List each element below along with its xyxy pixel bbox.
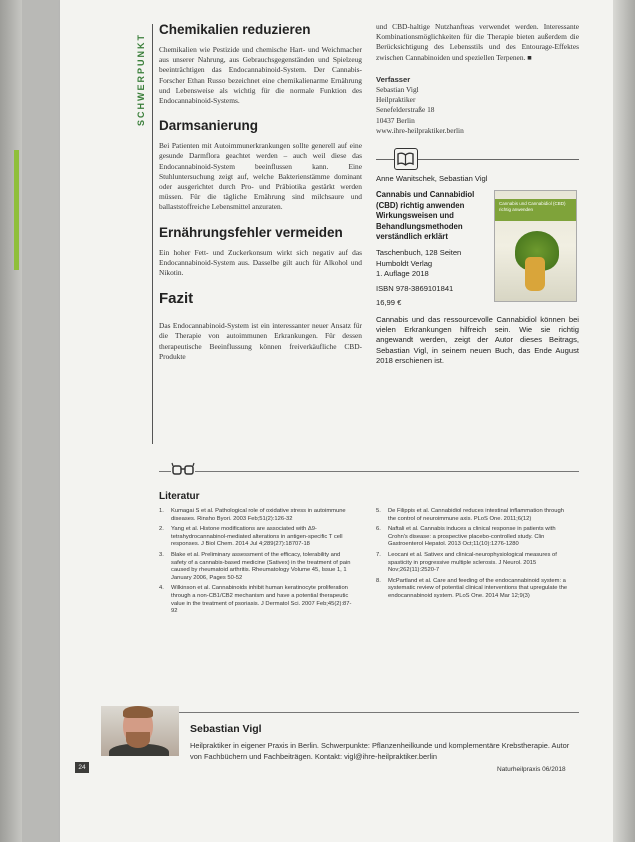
literature-divider bbox=[159, 471, 579, 472]
literature-item: 7. Leocani et al. Sativex and clinical-neurophysiological measures of spasticity in progressive multiple sclerosis. J Neurol. 2015 Nov;262(11):2520-7 bbox=[376, 551, 557, 574]
open-book-icon bbox=[394, 148, 418, 170]
book-info bbox=[376, 174, 579, 367]
heading-darmsanierung: Darmsanierung bbox=[159, 118, 259, 134]
paragraph-ernaehrungsfehler: Ein hoher Fett- und Zuckerkonsum wirkt sich negativ auf das Endocannabinoid-System aus. Dasselbe gilt auch für Alkohol und Nikotin. bbox=[159, 247, 362, 278]
paragraph-fazit: Das Endocannabinoid-System ist ein interessanter neuer Ansatz für die Therapie von autoimmunen Erkrankungen. Für dessen therapeutische Beeinflussung können freiverkäufliche CBD-Produkte bbox=[159, 321, 362, 361]
author-street: Senefelderstraße 18 bbox=[376, 105, 435, 115]
bio-name: Sebastian Vigl bbox=[190, 723, 262, 735]
heading-chemikalien: Chemikalien reduzieren bbox=[159, 22, 311, 37]
section-label: SCHWERPUNKT bbox=[136, 33, 146, 126]
literature-item: 2. Yang et al. Histone modifications are associated with Δ9-tetrahydrocannabinol-mediated alterations in antigen-specific T cell responses. J Biol Chem. 2014 Jul 4;289(27):18707-18 bbox=[159, 526, 343, 548]
book-publisher: Humboldt Verlag bbox=[376, 258, 433, 268]
paragraph-continuation: und CBD-haltige Nutzhanfteas verwendet werden. Interessante Kombinationsmöglichkeiten für die Therapie bieten außerdem die Berücksichtigung des Lebensstils und des Entourage-Effektes zwischen Cannabinoiden und speziellen Terpenen. ■ bbox=[376, 22, 579, 62]
literature-item: 4. Wilkinson et al. Cannabinoids inhibit human keratinocyte proliferation through a non-CB1/CB2 mechanism and have a potential therapeutic value in the treatment of psoriasis. J Dermatol Sci. 2007 Feb;45(2):87-92 bbox=[159, 585, 352, 615]
book-authors: Anne Wanitschek, Sebastian Vigl bbox=[376, 174, 488, 184]
right-column bbox=[376, 22, 579, 367]
author-name: Sebastian Vigl bbox=[376, 85, 419, 95]
book-cover-title: Cannabis und Cannabidiol (CBD) richtig anwenden bbox=[499, 201, 566, 213]
literature-item: 8. McPartland et al. Care and feeding of the endocannabinoid system: a systematic review of potential clinical interventions that upregulate the endocannabinoid system. PLoS One. 2014 Mar 12;9(3) bbox=[376, 577, 568, 599]
book-description: Cannabis und das ressourcevolle Cannabidiol können bei vielen Erkrankungen hilfreich sein. Wie sie richtig angewandt werden, zeigt der Autor dieses Beitrags, Sebastian Vigl, in seinem neuen Buch, das Ende August 2018 erschienen ist. bbox=[376, 314, 579, 366]
author-photo bbox=[101, 706, 179, 756]
author-city: 10437 Berlin bbox=[376, 115, 415, 125]
author-title: Heilpraktiker bbox=[376, 95, 416, 105]
book-cover-image bbox=[494, 190, 577, 302]
glasses-icon bbox=[171, 461, 195, 481]
book-divider bbox=[376, 148, 579, 174]
author-label: Verfasser bbox=[376, 74, 411, 84]
book-format: Taschenbuch, 128 Seiten bbox=[376, 248, 462, 258]
author-web: www.ihre-heilpraktiker.berlin bbox=[376, 125, 464, 135]
literature-left bbox=[159, 508, 355, 619]
book-edition: 1. Auflage 2018 bbox=[376, 269, 429, 279]
book-price: 16,99 € bbox=[376, 298, 402, 308]
page-number: 24 bbox=[75, 762, 89, 773]
paragraph-chemikalien: Chemikalien wie Pestizide und chemische Hart- und Weichmacher aus unserer Nahrung, aus Gebrauchsgegenständen und Spielzeug beeinträchtigen das Endocannabinoid-System. Der Cannabis-Forscher Ethan Russo bezeichnet eine chemikalienarme Ernährung und Lebensweise als wichtig für die normale Funktion des Endocannabinoid-Systems. bbox=[159, 45, 362, 106]
literature-item: 1. Kumagai S et al. Pathological role of oxidative stress in autoimmune diseases. Rinsho Byori. 2003 Feb;51(2):126-32 bbox=[159, 508, 346, 522]
paragraph-darmsanierung: Bei Patienten mit Autoimmunerkrankungen sollte generell auf eine gesunde Darmflora geachtet werden – auch weil diese das Endocannabinoid-System beeinflussen kann. Eine Stuhluntersuchung zeigt auf, welche Bakterienstämme dominant oder ausgerichtet durch Pro- und Präbiotika gestärkt werden müssen. Für die tägliche Ernährung sind milchsaure und ballaststoffreiche Lebensmittel anzuraten. bbox=[159, 141, 362, 212]
bio-divider bbox=[159, 712, 579, 713]
bio-text: Heilpraktiker in eigener Praxis in Berlin. Schwerpunkte: Pflanzenheilkunde und komplementäre Krebstherapie. Autor von Fachbüchern und Fachbeiträgen. Kontakt: vigl@ihre-heilpraktiker.berlin bbox=[190, 741, 570, 761]
literature-item: 5. De Filippis et al. Cannabidiol reduces intestinal inflammation through the control of neuroimmune axis. PLoS One. 2011;6(12) bbox=[376, 508, 564, 522]
green-tab-marker bbox=[14, 150, 19, 270]
previous-page-edge bbox=[0, 0, 22, 842]
book-isbn: ISBN 978-3869101841 bbox=[376, 283, 454, 293]
left-column bbox=[159, 22, 362, 362]
next-page-edge bbox=[613, 0, 635, 842]
literature-title: Literatur bbox=[159, 491, 200, 502]
heading-ernaehrungsfehler: Ernährungsfehler vermeiden bbox=[159, 224, 343, 240]
author-info bbox=[376, 75, 579, 136]
book-title: Cannabis und Cannabidiol (CBD) richtig anwenden Wirkungsweisen und Behandlungsmethoden verständlich erklärt bbox=[376, 190, 475, 242]
literature-item: 6. Naftali et al. Cannabis induces a clinical response in patients with Crohn's disease: a prospective placebo-controlled study. Clin Gastroenterol Hepatol. 2013 Oct;11(10):1276-1280 bbox=[376, 526, 556, 548]
literature-item: 3. Blake et al. Preliminary assessment of the efficacy, tolerability and safety of a cannabis-based medicine (Sativex) in the treatment of pain caused by rheumatoid arthritis. Rheumatology Volume 45, Issue 1, 1 January 2006, Pages 50-52 bbox=[159, 551, 351, 581]
heading-fazit: Fazit bbox=[159, 290, 194, 308]
literature-right bbox=[376, 508, 572, 604]
journal-name: Naturheilpraxis 06/2018 bbox=[497, 766, 566, 773]
column-divider bbox=[152, 24, 153, 444]
